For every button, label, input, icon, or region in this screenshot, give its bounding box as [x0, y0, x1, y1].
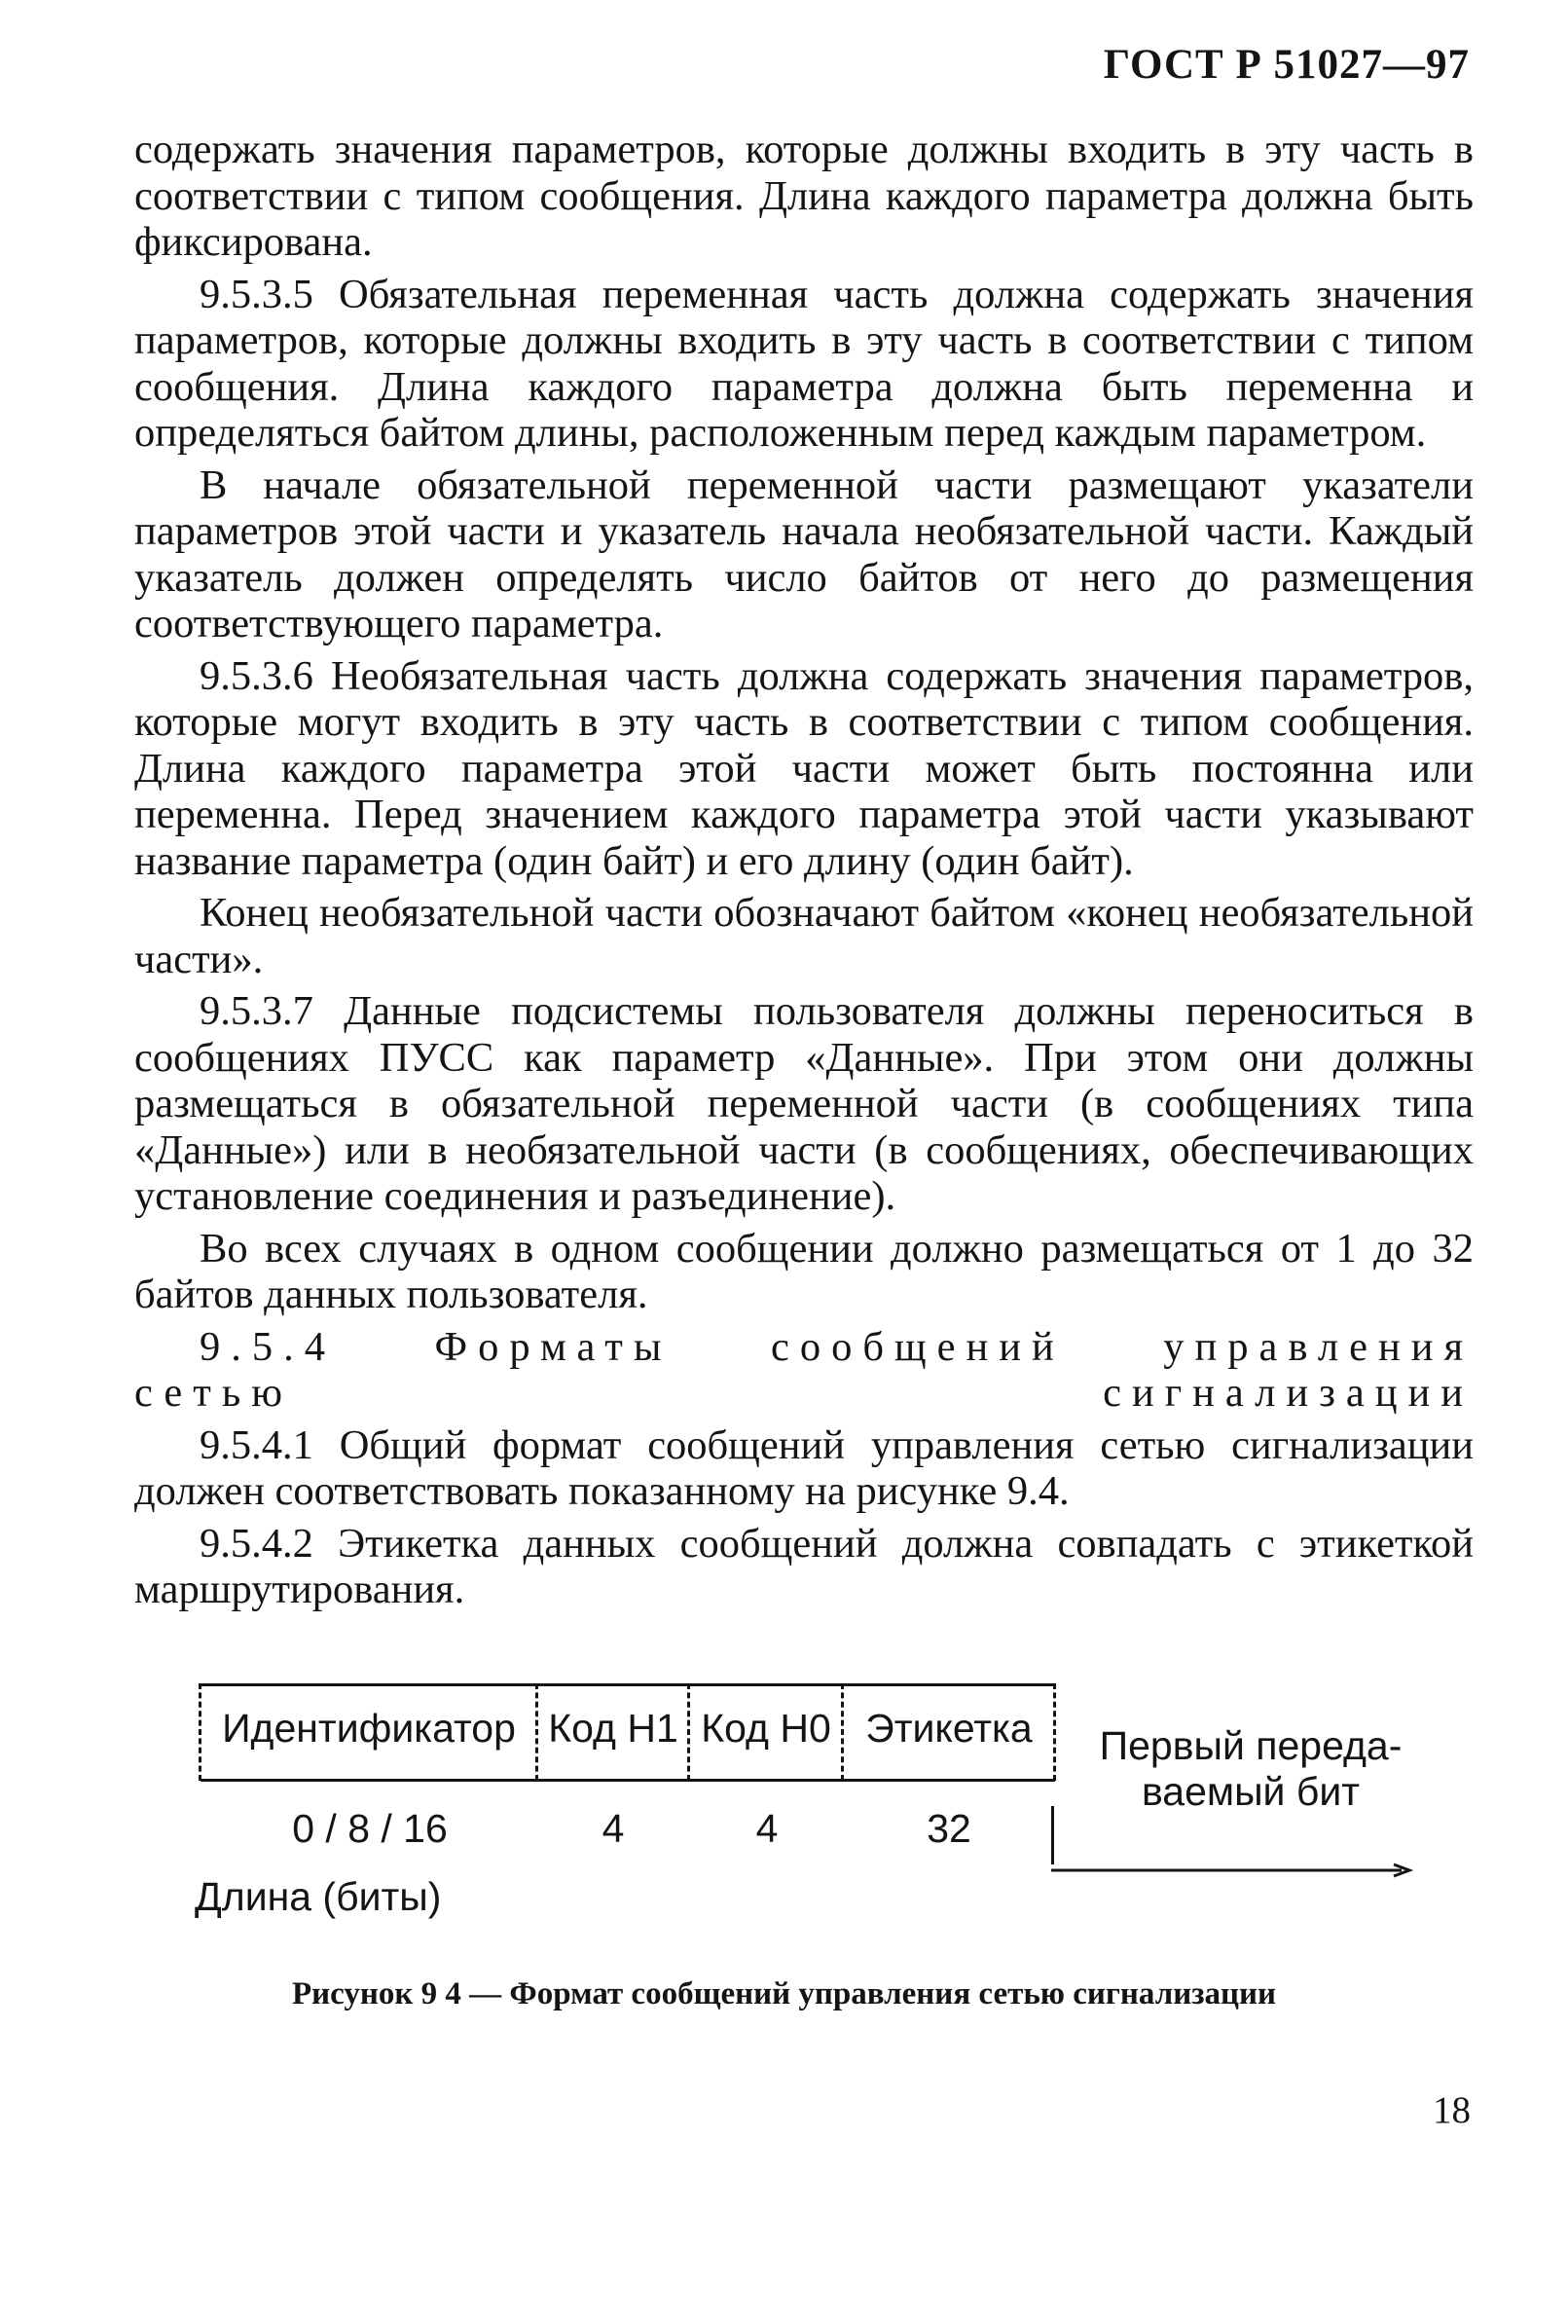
- diagram-divider: [535, 1683, 538, 1781]
- message-format-diagram: [195, 1679, 1460, 1962]
- length-identifier: 0 / 8 / 16: [292, 1806, 448, 1851]
- paragraph-continuation: содержать значения параметров, которые должны входить в эту часть в соответствии с типом сообщения. Длина каждого параметра должна быть фиксирована.: [134, 127, 1474, 265]
- first-bit-bracket: [1051, 1806, 1054, 1864]
- length-axis-label: Длина (биты): [195, 1874, 442, 1919]
- page-number: 18: [1433, 2089, 1471, 2131]
- paragraph-9-5-3-7: 9.5.3.7 Данные подсистемы пользователя должны переноситься в сообщениях ПУСС как параметр «Данные». При этом они должны размещаться в обязательной переменной части (в сообщениях типа «Данные») или в необязательной части (в сообщениях, обеспечивающих установление соединения и разъединение).: [134, 988, 1474, 1219]
- section-heading-9-5-4: 9.5.4 Форматы сообщений управления сетью сигнализации: [134, 1323, 1474, 1416]
- first-bit-label: Первый передаваемый бит: [1099, 1723, 1403, 1814]
- paragraph-9-5-4-1: 9.5.4.1 Общий формат сообщений управления сетью сигнализации должен соответствовать показанному на рисунке 9.4.: [134, 1421, 1474, 1514]
- figure-caption: Рисунок 9 4 — Формат сообщений управления сетью сигнализации: [291, 1976, 1277, 2011]
- length-code-h1: 4: [602, 1806, 625, 1851]
- field-label: Этикетка: [865, 1706, 1033, 1751]
- paragraph-end-optional: Конец необязательной части обозначают байтом «конец необязательной части».: [134, 890, 1474, 982]
- body-text: [134, 127, 1474, 1619]
- diagram-bottom-line: [201, 1779, 1055, 1782]
- diagram-divider: [841, 1683, 844, 1781]
- paragraph-pointers: В начале обязательной переменной части размещают указатели параметров этой части и указатель начала необязательной части. Каждый указатель должен определять число байтов от него до размещения соответствующего параметра.: [134, 461, 1474, 646]
- length-code-h0: 4: [755, 1806, 779, 1851]
- length-label-field: 32: [927, 1806, 971, 1851]
- document-code: ГОСТ Р 51027—97: [1103, 42, 1470, 88]
- diagram-top-line: [201, 1683, 1055, 1686]
- paragraph-9-5-3-5: 9.5.3.5 Обязательная переменная часть должна содержать значения параметров, которые должны входить в эту часть в соответствии с типом сообщения. Длина каждого параметра должна быть переменна и определяться байтом длины, расположенным перед каждым параметром.: [134, 271, 1474, 456]
- paragraph-9-5-4-2: 9.5.4.2 Этикетка данных сообщений должна совпадать с этикеткой маршрутирования.: [134, 1520, 1474, 1612]
- field-code-h0: Код Н0: [701, 1706, 831, 1751]
- field-code-h1: Код Н1: [548, 1706, 678, 1751]
- first-bit-arrow-icon: [1051, 1863, 1416, 1878]
- diagram-divider: [1053, 1683, 1056, 1781]
- diagram-divider: [687, 1683, 690, 1781]
- diagram-divider: [199, 1683, 201, 1781]
- paragraph-all-cases: Во всех случаях в одном сообщении должно размещаться от 1 до 32 байтов данных пользователя.: [134, 1225, 1474, 1317]
- paragraph-9-5-3-6: 9.5.3.6 Необязательная часть должна содержать значения параметров, которые могут входить в эту часть в соответствии с типом сообщения. Длина каждого параметра этой части может быть постоянна или переменна. Перед значением каждого параметра этой части указывают название параметра (один байт) и его длину (один байт).: [134, 652, 1474, 884]
- field-identifier: Идентификатор: [222, 1706, 516, 1751]
